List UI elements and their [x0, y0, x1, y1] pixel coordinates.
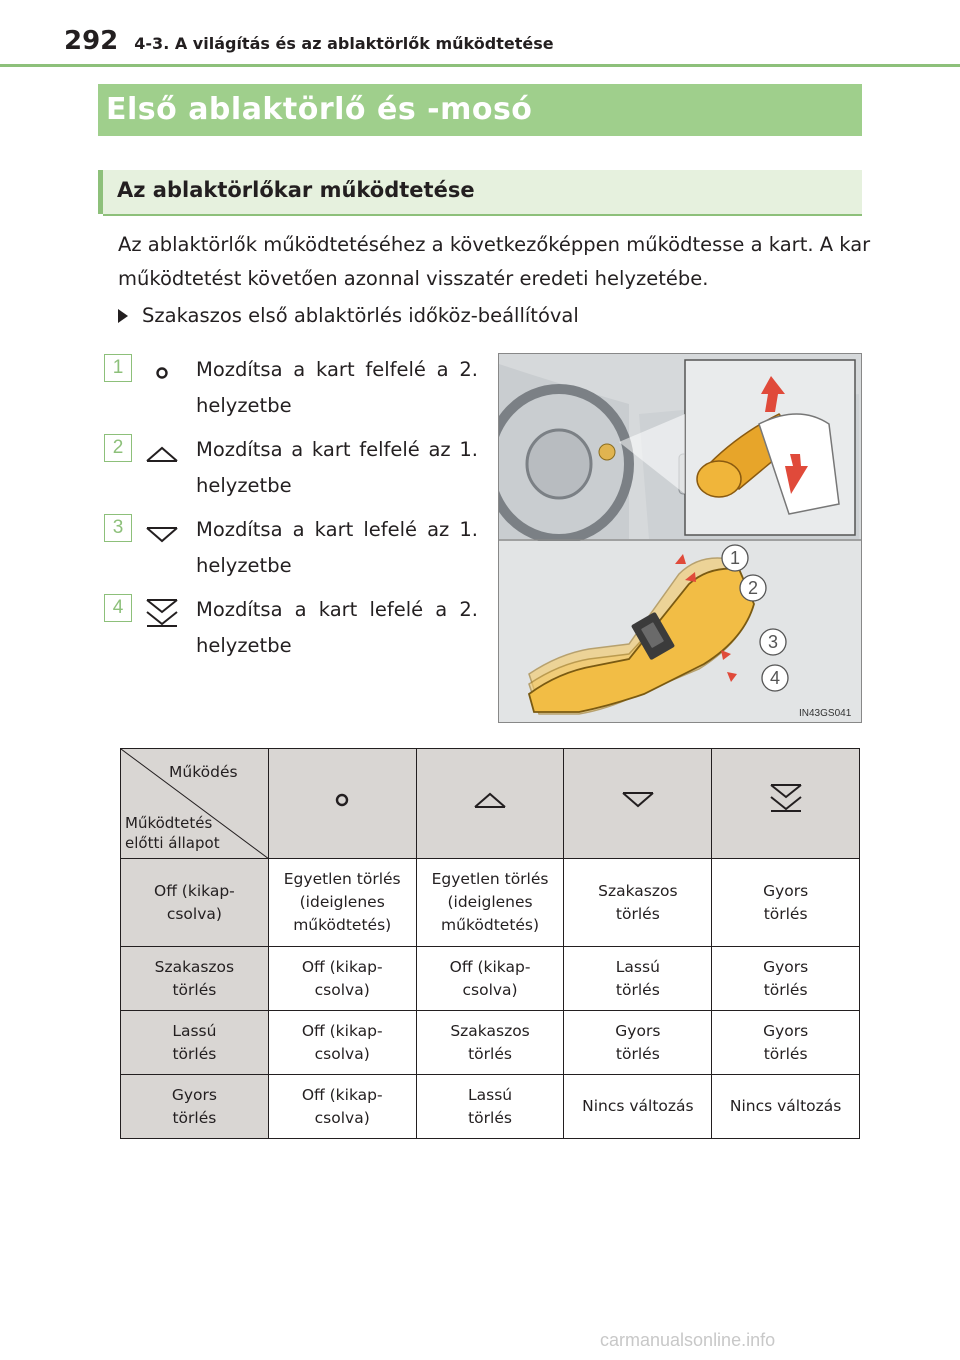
table-cell: Gyors törlés: [564, 1011, 712, 1075]
table-row: [121, 1011, 860, 1075]
table-cell: Off (kikap- csolva): [268, 1075, 416, 1139]
step-number: 1: [104, 354, 132, 382]
table-cell: Lassú törlés: [564, 947, 712, 1011]
step-number: 3: [104, 514, 132, 542]
chapter-title: 4-3. A világítás és az ablaktörlők működtetése: [134, 34, 554, 53]
table-cell: Szakaszos törlés: [564, 859, 712, 947]
step-text: Mozdítsa a kart felfelé a 2. helyzetbe: [196, 358, 478, 417]
bullet-item: [118, 304, 579, 327]
figure-code: IN43GS041: [799, 708, 852, 719]
table-corner-cell: [121, 749, 269, 859]
table-cell: Egyetlen törlés (ideiglenes működtetés): [416, 859, 564, 947]
row-state-cell: Szakaszos törlés: [121, 947, 269, 1011]
up-chevron-icon: [142, 436, 182, 476]
operation-table: [120, 748, 860, 1139]
down-chevron-icon: [142, 516, 182, 556]
table-cell: Off (kikap- csolva): [268, 947, 416, 1011]
table-cell: Lassú törlés: [416, 1075, 564, 1139]
step-text: Mozdítsa a kart lefelé az 1. helyzetbe: [196, 518, 478, 577]
step-number: 2: [104, 434, 132, 462]
page-header: [64, 26, 554, 62]
table-cell: Off (kikap- csolva): [268, 1011, 416, 1075]
callout-3: 3: [767, 632, 779, 652]
subsection-title: Az ablaktörlőkar működtetése: [117, 178, 475, 202]
header-rule: [0, 64, 960, 67]
row-state-cell: Lassú törlés: [121, 1011, 269, 1075]
table-cell: Gyors törlés: [712, 947, 860, 1011]
bullet-text: Szakaszos első ablaktörlés időköz-beállítóval: [142, 304, 579, 327]
step-3: [104, 514, 484, 584]
section-banner: [98, 84, 862, 136]
header-circle-icon: [268, 749, 416, 859]
corner-bottom-label: Működtetés előtti állapot: [125, 814, 220, 852]
step-1: [104, 354, 484, 424]
step-number: 4: [104, 594, 132, 622]
table-row: [121, 859, 860, 947]
table-row: [121, 947, 860, 1011]
callout-4: 4: [769, 668, 781, 688]
page-number: 292: [64, 26, 119, 56]
table-header-row: [121, 749, 860, 859]
section-title: Első ablaktörlő és -mosó: [106, 92, 533, 127]
callout-1: 1: [729, 548, 741, 568]
callout-2: 2: [747, 578, 759, 598]
step-text: Mozdítsa a kart lefelé a 2. helyzetbe: [196, 598, 478, 657]
circle-icon: [142, 356, 182, 396]
table-row: [121, 1075, 860, 1139]
step-4: [104, 594, 484, 664]
table-cell: Szakaszos törlés: [416, 1011, 564, 1075]
corner-top-label: Működés: [169, 763, 238, 781]
subsection-banner: [98, 170, 862, 214]
header-down-chevron-icon: [564, 749, 712, 859]
intro-text: Az ablaktörlők működtetéséhez a következőképpen működtesse a kart. A kar működtetést követően azonnal visszatér eredeti helyzetébe.: [118, 233, 871, 290]
table-cell: Gyors törlés: [712, 1011, 860, 1075]
table-cell: Egyetlen törlés (ideiglenes működtetés): [268, 859, 416, 947]
table-cell: Gyors törlés: [712, 859, 860, 947]
header-double-down-chevron-icon: [712, 749, 860, 859]
watermark: carmanualsonline.info: [600, 1330, 776, 1350]
row-state-cell: Off (kikap- csolva): [121, 859, 269, 947]
triangle-bullet-icon: [118, 309, 128, 323]
header-up-chevron-icon: [416, 749, 564, 859]
double-down-chevron-icon: [142, 596, 182, 636]
table-cell: Nincs változás: [712, 1075, 860, 1139]
wiper-lever-illustration: [498, 353, 862, 723]
step-text: Mozdítsa a kart felfelé az 1. helyzetbe: [196, 438, 478, 497]
step-2: [104, 434, 484, 504]
table-cell: Nincs változás: [564, 1075, 712, 1139]
table-cell: Off (kikap- csolva): [416, 947, 564, 1011]
row-state-cell: Gyors törlés: [121, 1075, 269, 1139]
